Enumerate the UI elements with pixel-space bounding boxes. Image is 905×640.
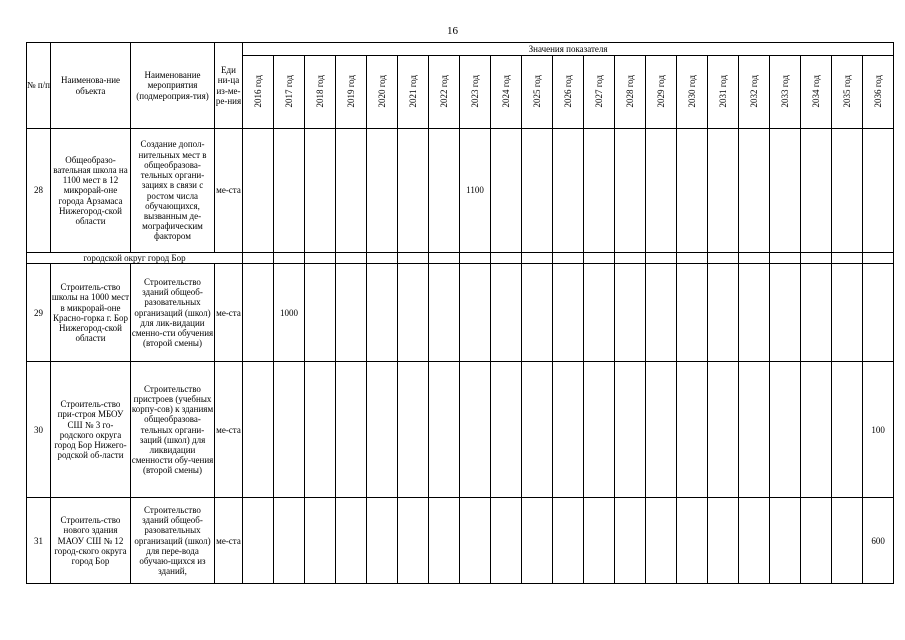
value-cell [615, 129, 646, 253]
value-cell [832, 362, 863, 498]
value-cell [832, 264, 863, 362]
header-object: Наименова-ние объекта [51, 43, 131, 129]
value-cell [274, 129, 305, 253]
header-year [243, 56, 274, 129]
header-year [305, 56, 336, 129]
object-name: Общеобразо-вательная школа на 1100 мест в 12 микрорай-оне города Арзамаса Нижегород-ской области [51, 129, 131, 253]
value-cell: 100 [863, 362, 894, 498]
band-empty-cell [646, 253, 677, 264]
value-cell [615, 498, 646, 584]
value-cell [739, 498, 770, 584]
value-cell [708, 362, 739, 498]
value-cell [801, 362, 832, 498]
row-number: 31 [27, 498, 51, 584]
value-cell [739, 362, 770, 498]
header-year [367, 56, 398, 129]
value-cell [398, 498, 429, 584]
value-cell [429, 264, 460, 362]
value-cell [863, 129, 894, 253]
table-row [27, 362, 894, 498]
value-cell [305, 498, 336, 584]
header-year-label: 2022 год [438, 74, 449, 108]
measure-name: Строительство зданий общеоб-разовательных организаций (школ) для лик-видации сменно-сти обучения (второй смены) [131, 264, 215, 362]
value-cell [646, 498, 677, 584]
header-year [584, 56, 615, 129]
value-cell [677, 362, 708, 498]
band-empty-cell [739, 253, 770, 264]
value-cell [801, 498, 832, 584]
value-cell [398, 362, 429, 498]
value-cell [522, 264, 553, 362]
header-year-label: 2034 год [810, 74, 821, 108]
header-num: № п/п [27, 43, 51, 129]
value-cell [708, 498, 739, 584]
header-year-label: 2028 год [624, 74, 635, 108]
header-year [553, 56, 584, 129]
value-cell [243, 264, 274, 362]
value-cell [677, 264, 708, 362]
band-empty-cell [460, 253, 491, 264]
value-cell [243, 362, 274, 498]
band-empty-cell [801, 253, 832, 264]
value-cell [274, 362, 305, 498]
band-empty-cell [677, 253, 708, 264]
value-cell [739, 129, 770, 253]
header-year-label: 2033 год [779, 74, 790, 108]
header-year [646, 56, 677, 129]
page-number: 16 [447, 25, 458, 37]
header-year [801, 56, 832, 129]
value-cell: 1000 [274, 264, 305, 362]
header-year [336, 56, 367, 129]
value-cell [553, 264, 584, 362]
value-cell [429, 498, 460, 584]
value-cell [677, 129, 708, 253]
value-cell [460, 362, 491, 498]
header-year [429, 56, 460, 129]
header-values-title: Значения показателя [243, 43, 894, 56]
value-cell [770, 362, 801, 498]
unit-cell: ме-ста [215, 264, 243, 362]
value-cell [646, 264, 677, 362]
value-cell [522, 362, 553, 498]
object-name: Строитель-ство школы на 1000 мест в микрорай-оне Красно-горка г. Бор Нижегород-ской области [51, 264, 131, 362]
header-year-label: 2025 год [531, 74, 542, 108]
band-empty-cell [863, 253, 894, 264]
value-cell [677, 498, 708, 584]
header-measure: Наименование мероприятия (подмероприя-тия) [131, 43, 215, 129]
band-empty-cell [367, 253, 398, 264]
value-cell [522, 129, 553, 253]
value-cell [274, 498, 305, 584]
value-cell [553, 129, 584, 253]
band-empty-cell [336, 253, 367, 264]
value-cell [398, 129, 429, 253]
value-cell [305, 362, 336, 498]
header-year [460, 56, 491, 129]
value-cell [832, 498, 863, 584]
value-cell [305, 129, 336, 253]
section-band-label: городской округ город Бор [27, 253, 243, 264]
value-cell [243, 129, 274, 253]
header-year [708, 56, 739, 129]
band-empty-cell [522, 253, 553, 264]
value-cell [584, 362, 615, 498]
value-cell [522, 498, 553, 584]
value-cell [708, 264, 739, 362]
value-cell [739, 264, 770, 362]
band-empty-cell [615, 253, 646, 264]
band-empty-cell [832, 253, 863, 264]
value-cell: 1100 [460, 129, 491, 253]
value-cell [584, 264, 615, 362]
measure-name: Создание допол-нительных мест в общеобразова-тельных органи-зациях в связи с ростом числа обучающихся, вызванным де-мографическим фактором [131, 129, 215, 253]
unit-cell: ме-ста [215, 129, 243, 253]
band-empty-cell [398, 253, 429, 264]
band-empty-cell [553, 253, 584, 264]
header-year-label: 2017 год [283, 74, 294, 108]
value-cell [863, 264, 894, 362]
value-cell [367, 498, 398, 584]
value-cell [336, 362, 367, 498]
header-year [832, 56, 863, 129]
band-empty-cell [429, 253, 460, 264]
header-year [677, 56, 708, 129]
table-row [27, 264, 894, 362]
header-year-label: 2019 год [345, 74, 356, 108]
table-row [27, 498, 894, 584]
value-cell [367, 264, 398, 362]
unit-cell: ме-ста [215, 362, 243, 498]
band-empty-cell [584, 253, 615, 264]
band-empty-cell [708, 253, 739, 264]
header-year-label: 2018 год [314, 74, 325, 108]
value-cell [708, 129, 739, 253]
value-cell [460, 264, 491, 362]
header-year-label: 2029 год [655, 74, 666, 108]
table-row [27, 129, 894, 253]
header-year-label: 2036 год [873, 74, 883, 108]
header-year-label: 2021 год [407, 74, 418, 108]
header-year [863, 56, 894, 129]
measure-name: Строительство зданий общеоб-разовательных организаций (школ) для пере-вода обучаю-щихся из зданий, [131, 498, 215, 584]
value-cell [398, 264, 429, 362]
value-cell [646, 129, 677, 253]
header-year-label: 2023 год [469, 74, 480, 108]
value-cell [367, 362, 398, 498]
header-unit: Еди ни-ца из-ме-ре-ния [215, 43, 243, 129]
value-cell [336, 129, 367, 253]
value-cell [801, 129, 832, 253]
value-cell [336, 264, 367, 362]
header-year-label: 2020 год [376, 74, 387, 108]
measure-name: Строительство пристроев (учебных корпу-сов) к зданиям общеобразова-тельных органи-заций (школ) для ликвидации сменности обу-чения (второй смены) [131, 362, 215, 498]
value-cell [429, 362, 460, 498]
value-cell [646, 362, 677, 498]
value-cell [460, 498, 491, 584]
object-name: Строитель-ство нового здания МАОУ СШ № 12 город-ского округа город Бор [51, 498, 131, 584]
value-cell [491, 129, 522, 253]
header-year [398, 56, 429, 129]
value-cell [553, 498, 584, 584]
header-year-label: 2031 год [717, 74, 728, 108]
table-body [27, 129, 894, 584]
band-empty-cell [274, 253, 305, 264]
header-year-label: 2032 год [748, 74, 759, 108]
header-year [274, 56, 305, 129]
header-year-label: 2030 год [686, 74, 697, 108]
value-cell [491, 498, 522, 584]
header-year [739, 56, 770, 129]
value-cell [336, 498, 367, 584]
value-cell [429, 129, 460, 253]
value-cell [770, 129, 801, 253]
band-empty-cell [770, 253, 801, 264]
value-cell [491, 264, 522, 362]
value-cell [584, 129, 615, 253]
object-name: Строитель-ство при-строя МБОУ СШ № 3 го-родского округа город Бор Нижего-родской об-ласти [51, 362, 131, 498]
band-empty-cell [243, 253, 274, 264]
value-cell: 600 [863, 498, 894, 584]
value-cell [770, 498, 801, 584]
header-year [615, 56, 646, 129]
value-cell [770, 264, 801, 362]
header-year-label: 2026 год [562, 74, 573, 108]
unit-cell: ме-ста [215, 498, 243, 584]
indicator-table [26, 42, 894, 584]
value-cell [615, 362, 646, 498]
header-year-label: 2016 год [252, 74, 263, 108]
row-number: 29 [27, 264, 51, 362]
header-year-label: 2024 год [500, 74, 511, 108]
header-year [770, 56, 801, 129]
value-cell [553, 362, 584, 498]
value-cell [832, 129, 863, 253]
header-year-label: 2035 год [841, 74, 852, 108]
value-cell [615, 264, 646, 362]
section-band-row [27, 253, 894, 264]
value-cell [243, 498, 274, 584]
value-cell [367, 129, 398, 253]
band-empty-cell [491, 253, 522, 264]
row-number: 28 [27, 129, 51, 253]
row-number: 30 [27, 362, 51, 498]
band-empty-cell [305, 253, 336, 264]
value-cell [305, 264, 336, 362]
value-cell [584, 498, 615, 584]
header-year [491, 56, 522, 129]
value-cell [491, 362, 522, 498]
value-cell [801, 264, 832, 362]
header-year [522, 56, 553, 129]
header-year-label: 2027 год [593, 74, 604, 108]
